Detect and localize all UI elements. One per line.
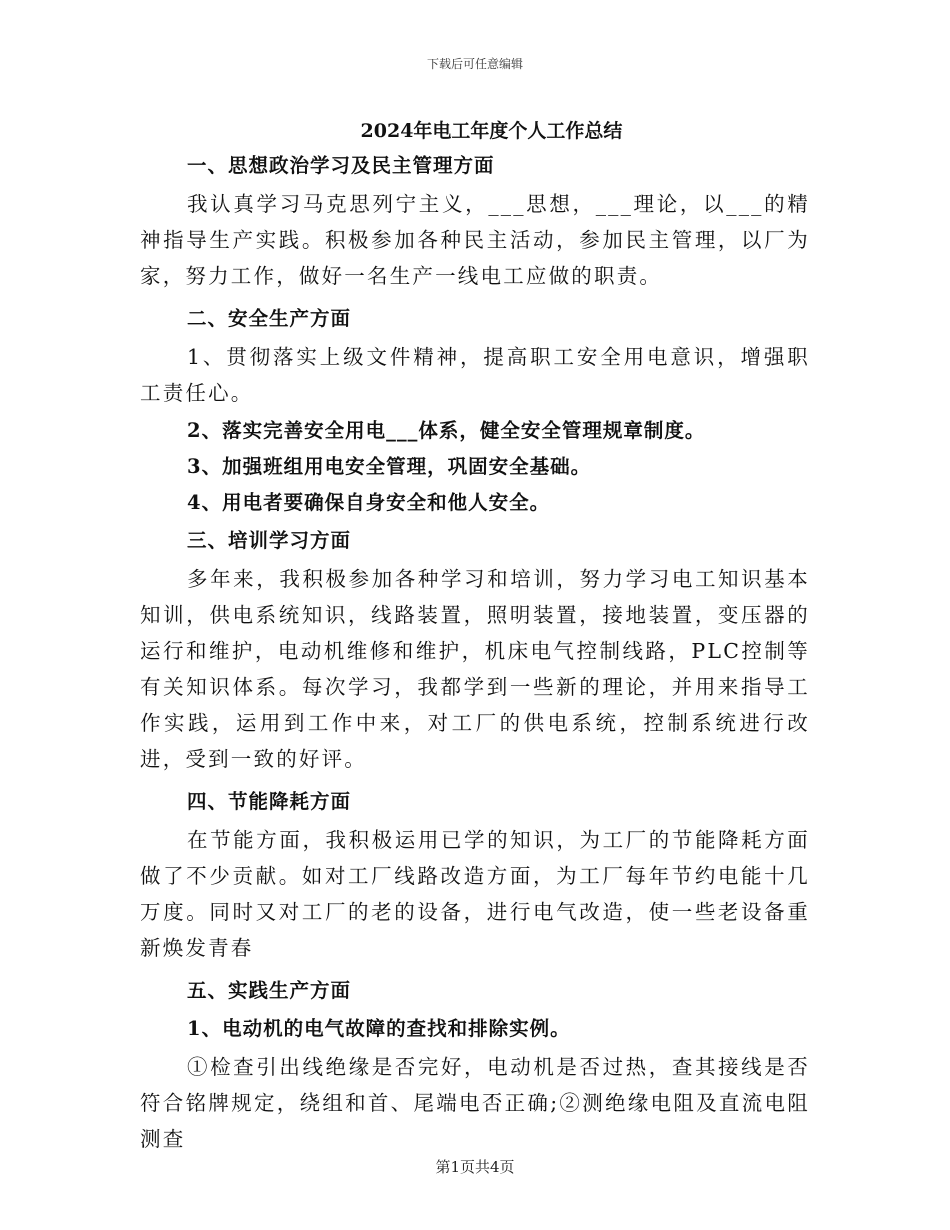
section-heading-3: 三、培训学习方面 (187, 529, 352, 552)
header-note: 下载后可任意编辑 (426, 57, 523, 71)
section-1-paragraph: 我认真学习马克思列宁主义，___思想，___理论，以___的精神指导生产实践。积极参加各种民主活动，参加民主管理，以厂为家，努力工作，做好一名生产一线电工应做的职责。 (140, 192, 810, 288)
section-5-paragraph: ①检查引出线绝缘是否完好，电动机是否过热，查其接线是否符合铭牌规定，绕组和首、尾端电否正确;②测绝缘电阻及直流电阻测查 (140, 1055, 810, 1151)
document-body (140, 148, 810, 1157)
section-2-item-4: 4、用电者要确保自身安全和他人安全。 (187, 491, 551, 514)
section-heading-5: 五、实践生产方面 (187, 979, 352, 1002)
section-5-subheading-1: 1、电动机的电气故障的查找和排除实例。 (187, 1017, 571, 1040)
section-heading-2: 二、安全生产方面 (187, 307, 352, 330)
section-2-item-2: 2、落实完善安全用电___体系，健全安全管理规章制度。 (187, 419, 706, 442)
document-title: 2024年电工年度个人工作总结 (360, 120, 623, 142)
page-number-footer: 第1页共4页 (435, 1158, 515, 1176)
section-2-item-3: 3、加强班组用电安全管理，巩固安全基础。 (187, 455, 592, 478)
section-heading-1: 一、思想政治学习及民主管理方面 (187, 154, 495, 177)
section-3-paragraph: 多年来，我积极参加各种学习和培训，努力学习电工知识基本知训，供电系统知识，线路装置，照明装置，接地装置，变压器的运行和维护，电动机维修和维护，机床电气控制线路，PLC控制等有关知识体系。每次学习，我都学到一些新的理论，并用来指导工作实践，运用到工作中来，对工厂的供电系统，控制系统进行改进，受到一致的好评。 (140, 567, 810, 771)
section-heading-4: 四、节能降耗方面 (187, 790, 352, 813)
section-2-item-1: 1、贯彻落实上级文件精神，提高职工安全用电意识，增强职工责任心。 (140, 345, 810, 405)
section-4-paragraph: 在节能方面，我积极运用已学的知识，为工厂的节能降耗方面做了不少贡献。如对工厂线路改造方面，为工厂每年节约电能十几万度。同时又对工厂的老的设备，进行电气改造，使一些老设备重新焕发青春 (140, 828, 810, 960)
